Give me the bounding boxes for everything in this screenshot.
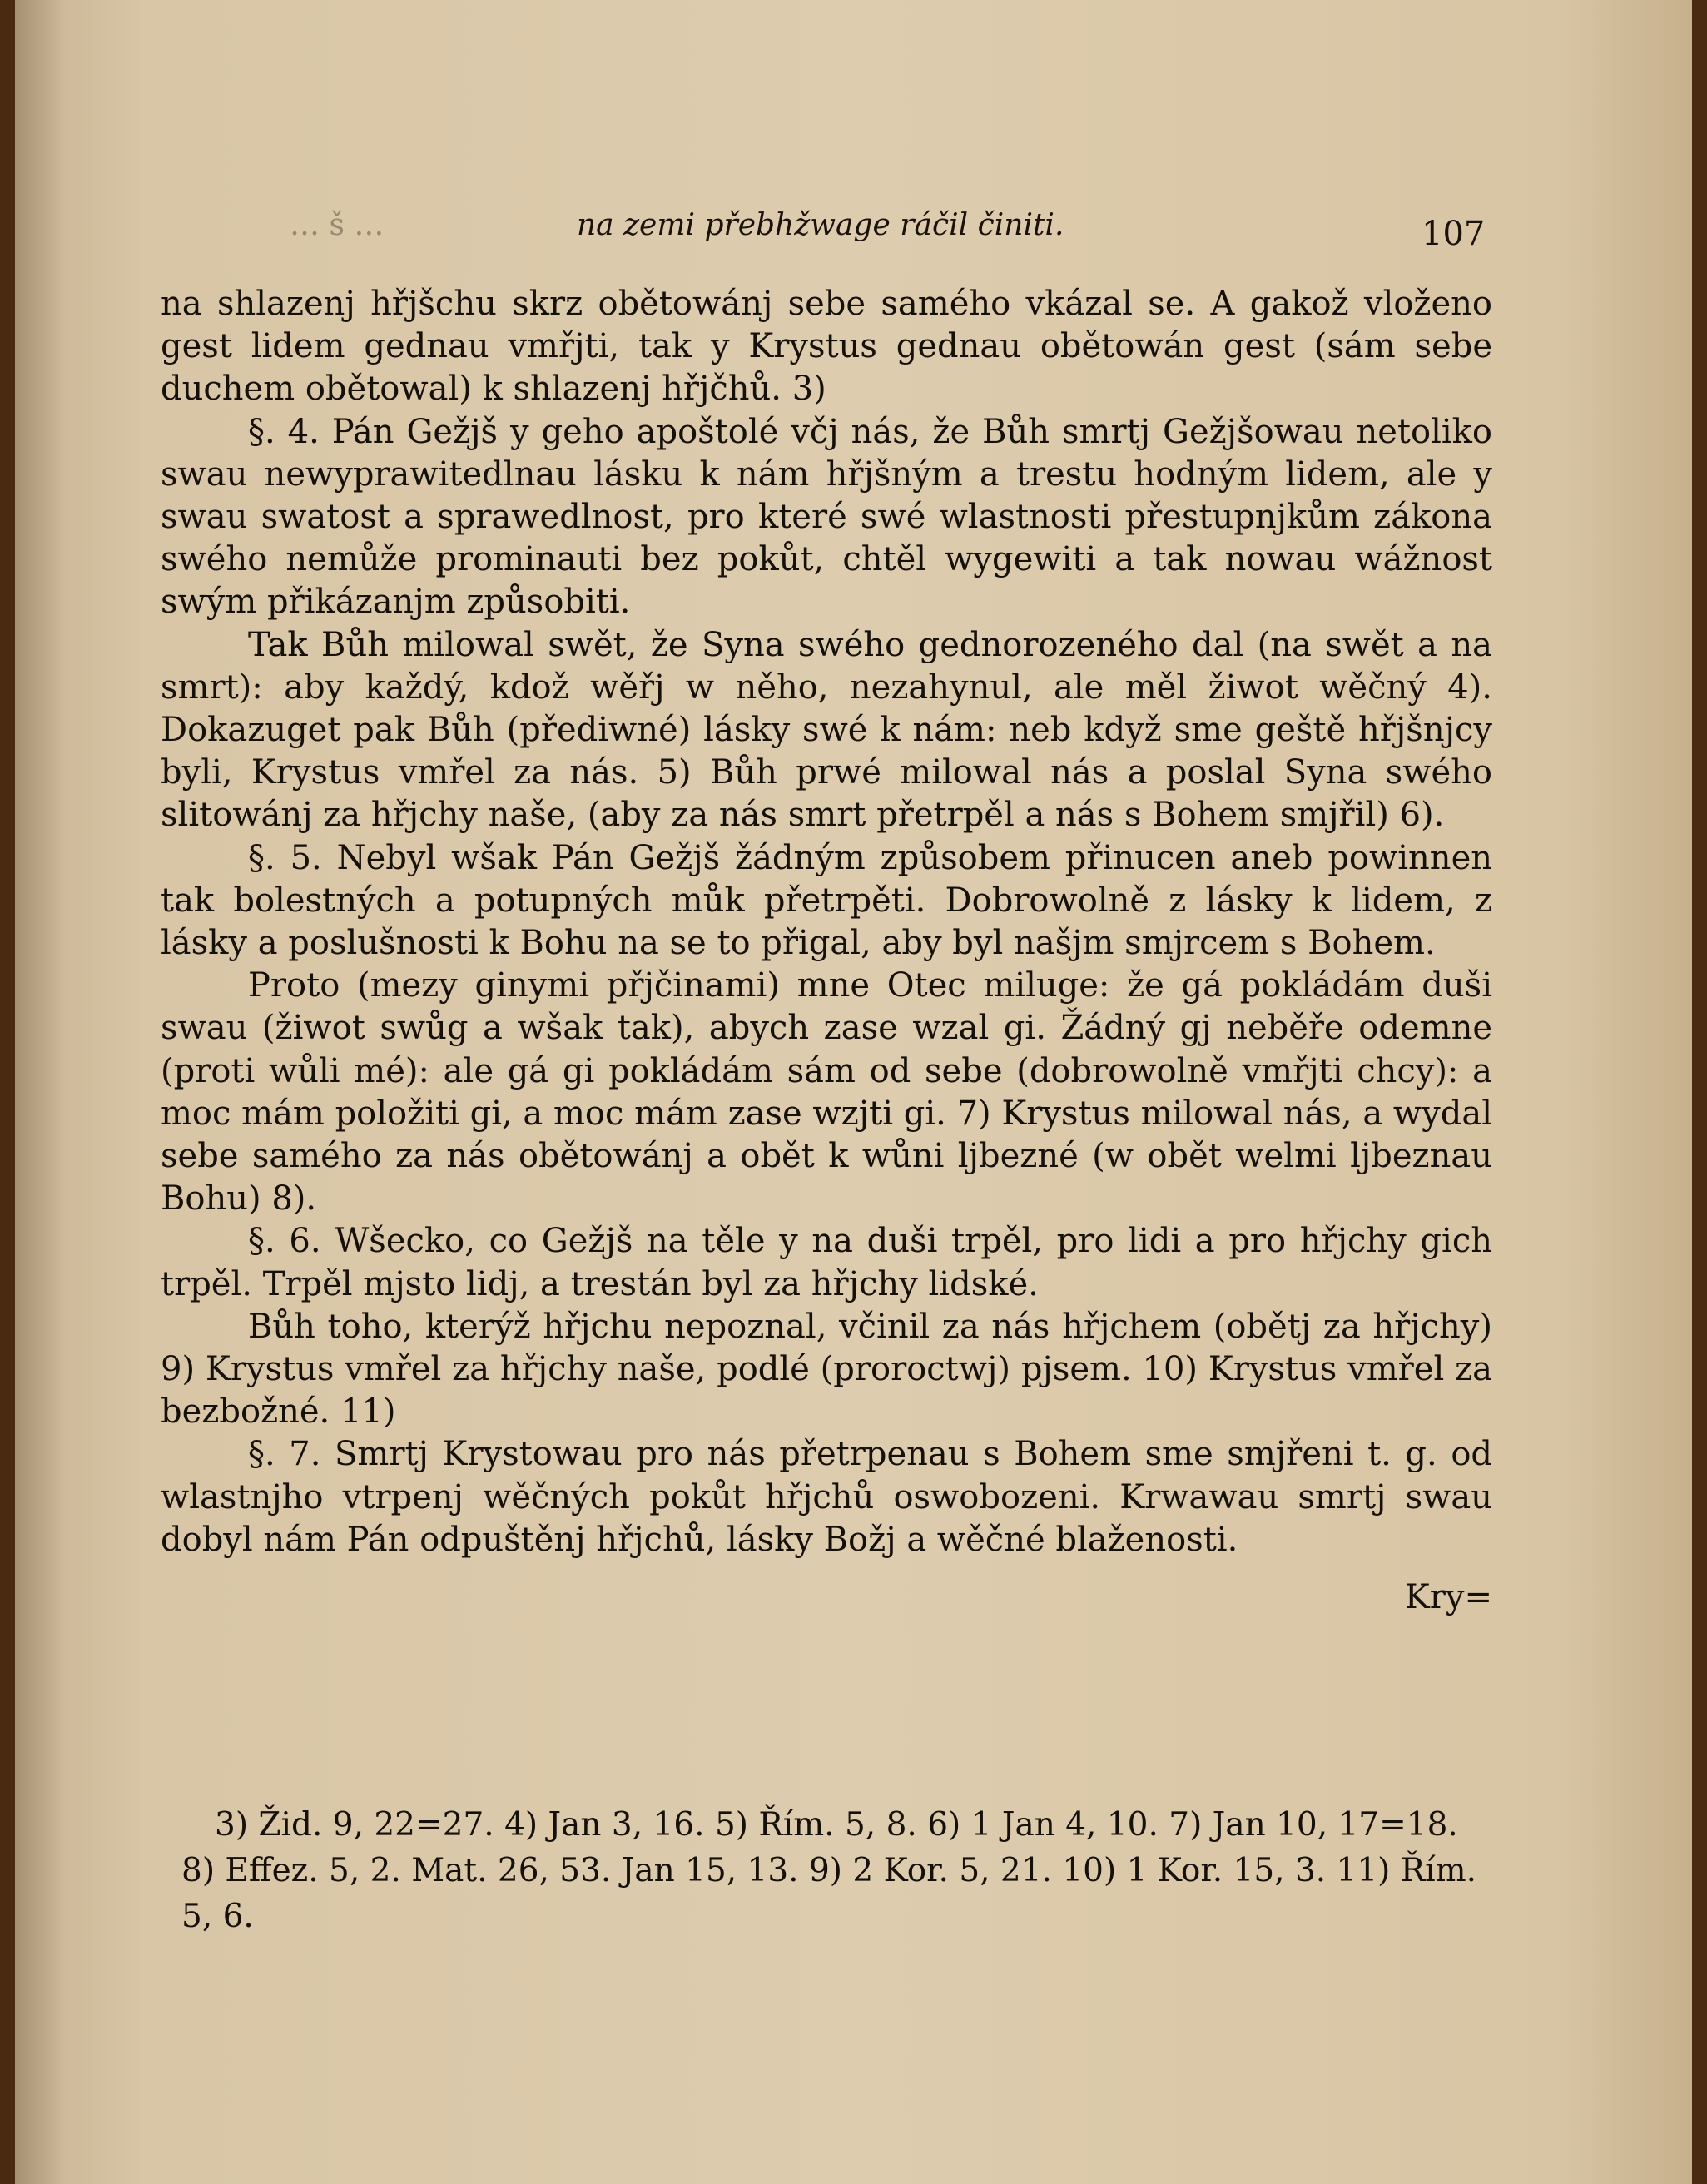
paragraph-section-4: §. 4. Pán Gežjš y geho apoštolé včj nás, že Bůh smrtj Gežjšowau netoliko swau newyprawitedlnau lásku k nám hřjšným a trestu hodným lidem, ale y swau swatost a sprawedlnost, pro které swé wlastnosti přestupnjkům zákona swého nemůže prominauti bez pokůt, chtěl wygewiti a tak nowau wážnost swým přikázanjm způsobiti. (161, 412, 1492, 622)
paragraph-section-5: §. 5. Nebyl wšak Pán Gežjš žádným způsobem přinucen aneb powinnen tak bolestných a potupných můk přetrpěti. Dobrowolně z lásky k lidem, z lásky a poslušnosti k Bohu na se to přigal, aby byl našjm smjrcem s Bohem. (161, 838, 1492, 963)
faint-header-text: … š … (290, 208, 385, 242)
paragraph-4: Bůh toho, kterýž hřjchu nepoznal, včinil za nás hřjchem (obětj za hřjchy) 9) Krystus vmřel za hřjchy naše, podlé (proroctwj) pjsem. 10) Krystus vmřel za bezbožné. 11) (161, 1307, 1492, 1432)
page-gutter-shadow (15, 0, 65, 2184)
footnotes (181, 1802, 1488, 1939)
paragraph-2: Tak Bůh milowal swět, že Syna swého gednorozeného dal (na swět a na smrt): aby každý, kdož wěřj w něho, nezahynul, ale měl žiwot wěčný 4). Dokazuget pak Bůh (přediwné) lásky swé k nám: neb když sme geště hřjšnjcy byli, Krystus vmřel za nás. 5) Bůh prwé milowal nás a poslal Syna swého slitowánj za hřjchy naše, (aby za nás smrt přetrpěl a nás s Bohem smjřil) 6). (161, 625, 1492, 835)
paragraph-3: Proto (mezy ginymi přjčinami) mne Otec miluge: že gá pokládám duši swau (žiwot swůg a wšak tak), abych zase wzal gi. Žádný gj neběře odemne (proti wůli mé): ale gá gi pokládám sám od sebe (dobrowolně vmřjti chcy): a moc mám položiti gi, a moc mám zase wzjti gi. 7) Krystus milowal nás, a wydal sebe samého za nás obětowánj a obět k wůni ljbezné (w obět welmi ljbeznau Bohu) 8). (161, 966, 1492, 1219)
paragraph-section-6: §. 6. Wšecko, co Gežjš na těle y na duši trpěl, pro lidi a pro hřjchy gich trpěl. Trpěl mjsto lidj, a trestán byl za hřjchy lidské. (161, 1222, 1492, 1303)
running-title: na zemi přebhžwage ráčil činiti. (577, 208, 1064, 242)
book-page (15, 0, 1692, 2184)
catchword: Kry= (1404, 1578, 1492, 1617)
page-number: 107 (1422, 215, 1486, 253)
footnote-text: 3) Žid. 9, 22=27. 4) Jan 3, 16. 5) Řím. 5, 8. 6) 1 Jan 4, 10. 7) Jan 10, 17=18. 8) Effez. 5, 2. Mat. 26, 53. Jan 15, 13. 9) 2 Kor. 5, 21. 10) 1 Kor. 15, 3. 11) Řím. 5, 6. (181, 1806, 1477, 1935)
body-text (161, 283, 1492, 1619)
paragraph-1: na shlazenj hřjšchu skrz obětowánj sebe samého vkázal se. A gakož vloženo gest lidem gednau vmřjti, tak y Krystus gednau obětowán gest (sám sebe duchem obětowal) k shlazenj hřjčhů. 3) (161, 285, 1492, 409)
paragraph-section-7: §. 7. Smrtj Krystowau pro nás přetrpenau s Bohem sme smjřeni t. g. od wlastnjho vtrpenj wěčných pokůt hřjchů oswobozeni. Krwawau smrtj swau dobyl nám Pán odpuštěnj hřjchů, lásky Božj a wěčné blaženosti. (161, 1435, 1492, 1559)
